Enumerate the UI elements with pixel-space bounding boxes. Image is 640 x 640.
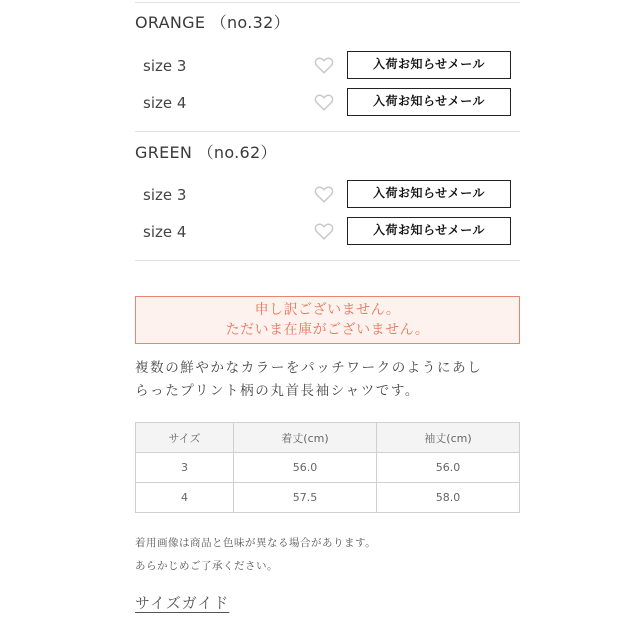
divider <box>135 2 520 3</box>
table-cell: 3 <box>136 453 234 483</box>
variant-row-green-size4 <box>135 217 513 247</box>
note-line2: あらかじめご了承ください。 <box>135 560 278 572</box>
size-label: size 3 <box>143 186 187 204</box>
divider <box>135 260 520 261</box>
color-label-green: GREEN （no.62） <box>135 143 277 162</box>
size-guide-link[interactable]: サイズガイド <box>135 594 230 612</box>
restock-notify-button[interactable]: 入荷お知らせメール <box>347 180 511 208</box>
size-label: size 3 <box>143 57 187 75</box>
table-cell: 56.0 <box>233 453 376 483</box>
table-cell: 58.0 <box>376 483 519 513</box>
restock-notify-button[interactable]: 入荷お知らせメール <box>347 88 511 116</box>
table-header-cell: 袖丈(cm) <box>376 423 519 453</box>
size-label: size 4 <box>143 94 187 112</box>
table-cell: 4 <box>136 483 234 513</box>
table-cell: 57.5 <box>233 483 376 513</box>
size-label: size 4 <box>143 223 187 241</box>
size-table <box>135 422 520 513</box>
table-header-cell: サイズ <box>136 423 234 453</box>
variant-row-orange-size4 <box>135 88 513 118</box>
table-row <box>136 483 520 513</box>
note-line1: 着用画像は商品と色味が異なる場合があります。 <box>135 537 377 549</box>
table-header-row <box>136 423 520 453</box>
heart-icon[interactable] <box>313 220 335 242</box>
description-line2: らったプリント柄の丸首長袖シャツです。 <box>135 383 421 399</box>
divider <box>135 131 520 132</box>
color-label-orange: ORANGE （no.32） <box>135 13 290 32</box>
table-header-cell: 着丈(cm) <box>233 423 376 453</box>
variant-row-green-size3 <box>135 180 513 210</box>
table-cell: 56.0 <box>376 453 519 483</box>
heart-icon[interactable] <box>313 183 335 205</box>
table-row <box>136 453 520 483</box>
heart-icon[interactable] <box>313 91 335 113</box>
variant-row-orange-size3 <box>135 51 513 81</box>
soldout-line2: ただいま在庫がございません。 <box>225 322 430 338</box>
soldout-line1: 申し訳ございません。 <box>254 302 401 318</box>
soldout-notice <box>135 296 520 344</box>
restock-notify-button[interactable]: 入荷お知らせメール <box>347 51 511 79</box>
restock-notify-button[interactable]: 入荷お知らせメール <box>347 217 511 245</box>
product-description <box>135 357 525 403</box>
description-line1: 複数の鮮やかなカラーをパッチワークのようにあし <box>135 360 483 376</box>
heart-icon[interactable] <box>313 54 335 76</box>
